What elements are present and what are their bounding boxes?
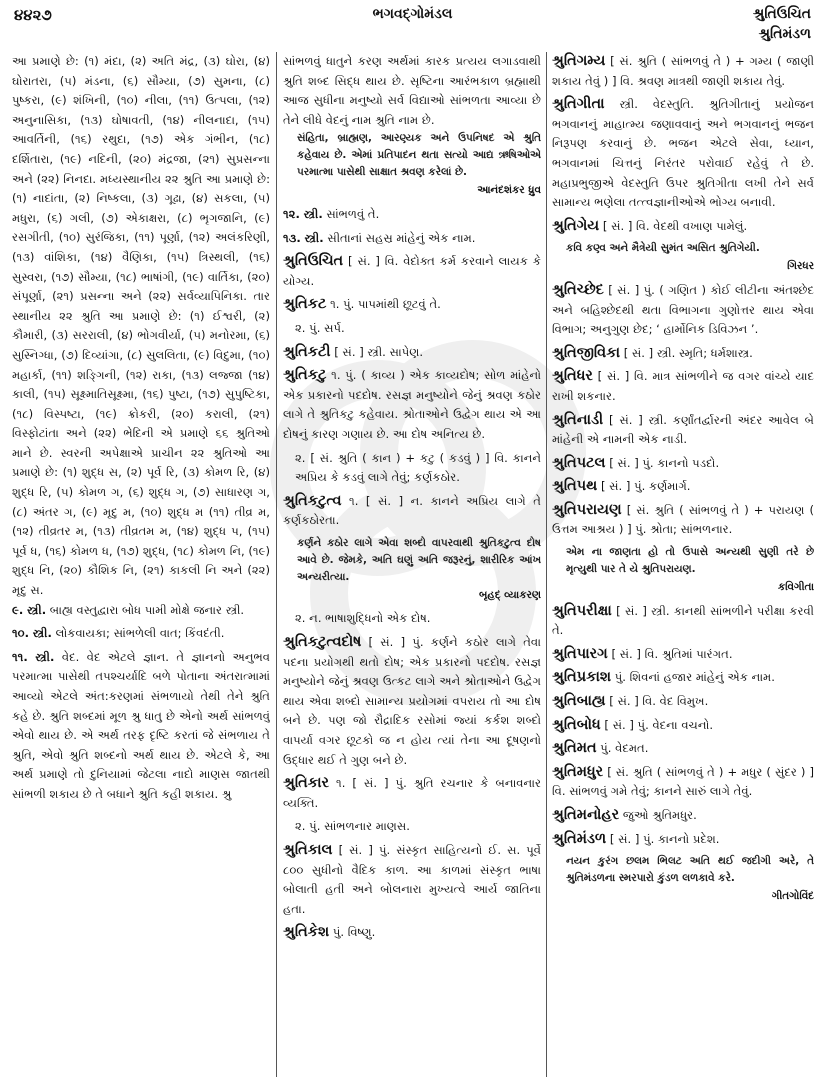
sense-number: ૧૨. xyxy=(283,206,300,221)
definition: [ સં. ] પું. કાનનો પડદો. xyxy=(609,455,720,470)
quotation-source: ગિરધર xyxy=(787,260,814,273)
dictionary-entry xyxy=(552,830,814,850)
dictionary-entry xyxy=(552,344,814,364)
shruti-list-paragraph: આ પ્રમાણે છે: (૧) મંદા, (૨) અતિ મંદ્ર, (૩) ઘોરા, (૪) ઘોરાતરા, (૫) મંડના, (૬) સૌમ્યા, (૭) સુમના, (૮) પુષ્કરા, (૯) શંખિની, (૧૦) નીલા, (૧૧) ઉત્પલા, (૧૨) અનુનાસિકા, (૧૩) ઘોષાવતી, (૧૪) નીલનાદા, (૧૫) આવર્તિની, (૧૬) રથુદા, (૧૭) એક ગંભીન, (૧૮) દર્શિતારા, (૧૯) નદિની, (૨૦) મંદ્રજા, (૨૧) સુપ્રસન્ના અને (૨૨) નિનદા. મધ્યસ્થાનીય ૨૨ શ્રુતિ આ પ્રમાણે છે: (૧) નાદાંતા, (૨) નિષ્કલા, (૩) ગૂઢા, (૪) સકલા, (૫) મધુરા, (૬) ગલી, (૭) એકાક્ષરા, (૮) ભૃગજાનિ, (૯) રસગીતી, (૧૦) સુરંજિકા, (૧૧) પૂર્ણા, (૧૨) અલંકરિણી, (૧૩) વાંશિકા, (૧૪) વૈણિકા, (૧૫) ત્રિસ્થલી, (૧૬) સુસ્વરા, (૧૭) સૌમ્યા, (૧૮) ભાષાંગી, (૧૯) વાર્તિકા, (૨૦) સંપૂર્ણા, (૨૧) પ્રસન્ના અને (૨૨) સર્વવ્યાપિનિકા. તાર સ્થાનીય ૨૨ શ્રુતિ આ પ્રમાણે છે: (૧) ઈશ્વરી, (૨) કૌમારી, (૩) સરરાલી, (૪) ભોગવીર્યા, (૫) મનોરમા, (૬) સુસ્નિગ્ધા, (૭) દિવ્યાંગા, (૮) સુલલિતા, (૯) વિદુમા, (૧૦) મહાર્કા, (૧૧) શઙ્ગિની, (૧૨) રાકા, (૧૩) લજ્જા (૧૪) કાલી, (૧૫) સૂક્ષ્માતિસૂક્ષ્મા, (૧૬) પુષ્ટા, (૧૭) સુપુષ્ટિકા, (૧૮) વિસ્પષ્ટા, (૧૯) ક્રોકરી, (૨૦) કરાલી, (૨૧) વિસ્ફોટાંતા અને (૨૨) ભેદિની એ પ્રમાણે ૬૬ શ્રુતિઓ માને છે. સ્વરની અપેક્ષાએ પ્રાચીન ૨૨ શ્રુતિઓ આ પ્રમાણે છે: (૧) શુદ્ધ સ, (૨) પૂર્વ રિ, (૩) કોમળ રિ, (૪) શુદ્ધ રિ, (૫) કોમળ ગ, (૬) શુદ્ધ ગ, (૭) સાધારણ ગ, (૮) અંતર ગ, (૯) મૃદુ મ, (૧૦) શુદ્ધ મ (૧૧) તીવ્ર મ, (૧૨) તીવ્રતર મ, (૧૩) તીવ્રતમ મ, (૧૪) શુદ્ધ પ, (૧૫) પૂર્વ ધ, (૧૬) કોમળ ધ, (૧૭) શુદ્ધ, (૧૮) કોમળ નિ, (૧૯) શુદ્ધ નિ, (૨૦) કૌશિક નિ, (૨૧) કાકલી નિ અને (૨૨) મૃદુ સ. xyxy=(12,54,270,598)
headword: શ્રુતિમત xyxy=(552,740,597,757)
definition: [ સં. ] સ્ત્રી. સાપેણ. xyxy=(334,344,424,359)
gender-tag: સ્ત્રી. xyxy=(26,602,47,617)
headword: શ્રુતિમનોહર xyxy=(552,807,620,823)
headword: શ્રુતિકટી xyxy=(283,343,331,360)
gender-tag: સ્ત્રી. xyxy=(304,230,324,245)
dictionary-entry xyxy=(552,501,814,540)
headword: શ્રુતિપારગ xyxy=(552,645,608,662)
headword: શ્રુતિકાર xyxy=(283,775,329,792)
dictionary-entry xyxy=(283,633,541,770)
gender-tag: સ્ત્રી. xyxy=(32,626,52,641)
headword: શ્રુતિમધુર xyxy=(552,763,604,780)
definition: [ સં. ] પું. કર્ણને કઠોર લાગે તેવા પદના પ્રયોગથી થતો દોષ; એક પ્રકારનો પદદોષ. રસજ્ઞ મનુષ્યોને જેનું શ્રવણ ઉત્કટ લાગે અને શ્રોતાઓને ઉદ્વેગ થાય એવા શબ્દો સામાન્ય પ્રયોગમાં વપરાય તો આ દોષ બને છે. પણ જો રૌદ્રાદિક રસોમાં જ્યાં કર્કશ શબ્દો વાપર્યા વગર છૂટકો જ ન હોય ત્યાં તેના આ દૂષણનો ઉદ્ધાર થઈ તે ગુણ બને છે. xyxy=(283,635,541,767)
sense-text: સીતાનાં સહસ્ર માંહેનું એક નામ. xyxy=(327,230,476,245)
definition: [ સં. ] વિ. વેદોક્ત કર્મ કરવાને લાયક કે યોગ્ય. xyxy=(283,254,541,288)
book-title: ભગવદ્ગોમંડલ xyxy=(372,6,453,22)
headword: શ્રુતિકટુ xyxy=(283,367,327,384)
definition: [ સં. ] વિ. વેદથી વખાણ પામેલું. xyxy=(602,218,748,233)
column-divider xyxy=(546,52,547,1077)
gender-tag: સ્ત્રી. xyxy=(35,649,55,664)
definition: [ સં. શ્રુતિ ( સાંભળવું તે ) + ગમ્ય ( જાણી શકાય તેવું ) ] વિ. શ્રવણ માત્રથી જાણી શકાય તેવું. xyxy=(552,54,814,88)
dictionary-entry xyxy=(283,492,541,531)
headword: શ્રુતિજીવિકા xyxy=(552,344,621,361)
headword: શ્રુતિપરીક્ષા xyxy=(552,602,612,619)
definition: ૧. [ સં. ] ન. કાનને અપ્રિય લાગે તે કર્ણકઠોરતા. xyxy=(283,493,541,528)
definition: [ સં. ] પું. કર્ણમાર્ગ. xyxy=(600,479,691,494)
dictionary-entry xyxy=(552,739,814,759)
sense-text: સાંભળવું તે. xyxy=(326,206,380,221)
dictionary-entry xyxy=(283,774,541,813)
definition: [ સં. શ્રુતિ ( સાંભળવું તે ) + મધુર ( સુંદર ) ] વિ. સાંભળવું ગમે તેવું; કાનને સારું લાગે તેવું. xyxy=(552,764,814,799)
sense-text: લોકવાયકા; સાંભળેલી વાત; કિંવદંતી. xyxy=(55,626,225,641)
definition: પું. શિવનાં હજાર માંહેનું એક નામ. xyxy=(614,670,775,685)
dictionary-entry xyxy=(552,217,814,237)
page-header xyxy=(0,0,825,50)
dictionary-entry xyxy=(552,95,814,213)
dictionary-entry xyxy=(552,763,814,802)
definition: [ સં. ] પું. ( ગણિત ) કોઈ લીટીના અંતશ્છેદ અને બહિશ્છેદથી થતા વિભાગના ગુણોત્તર થાય એવા વિભાગ; અનુગુણ છેદ; ‘ હાર્મોનિક ડિવિઝન ’. xyxy=(552,282,814,337)
dictionary-entry xyxy=(283,252,541,291)
headword: શ્રુતિગેય xyxy=(552,217,600,234)
headword: શ્રુતિકાલ xyxy=(283,842,333,858)
headword: શ્રુતિઉચિત xyxy=(283,253,344,270)
headword: શ્રુતિબોધ xyxy=(552,716,601,733)
sense-text: વેદ. વેદ એટલે જ્ઞાન. તે જ્ઞાનનો અનુભવ પરમાત્મા પાસેથી તપશ્ચર્યાદિ બળે પોતાના અંતરાત્મામાં આવ્યો એટલે અંત:કરણમાં સંભળાયો તેથી તેને શ્રુતિ કહે છે. શ્રુતિ શબ્દમાં મૂળ શ્રુ ધાતુ છે એનો અર્થ સાંભળવું એવો થાય છે. એ અર્થ તરફ દૃષ્ટિ કરતાં જે સંભળાય તે શ્રુતિ, એવો શ્રુતિ શબ્દનો અર્થ થાય છે. એટલે કે, આ અર્થ પ્રમાણે તો દુનિયામાં જેટલા નાદો માણસ જાતથી સાંભળી શકાય છે તે બધાને શ્રુતિ કહી શકાય. શ્રુ xyxy=(12,649,270,801)
sense-number: ૯. xyxy=(12,602,24,617)
column-2 xyxy=(283,52,541,1079)
quotation: કવિ કણ્વ અને મૈત્રેયી સુમંત અસિત શ્રુતિગેયી. xyxy=(566,242,760,255)
dictionary-entry xyxy=(552,692,814,712)
headword: શ્રુતિગીતા xyxy=(552,96,605,113)
definition: [ સં. ] સ્ત્રી. સ્મૃતિ; ધર્મશાસ્ત્ર. xyxy=(623,345,753,360)
guide-word-first: શ્રુતિઉચિત xyxy=(752,6,811,22)
sense-9 xyxy=(12,601,270,621)
dictionary-entry xyxy=(552,668,814,688)
headword: શ્રુતિકટુત્વદોષ xyxy=(283,634,362,651)
sub-sense: ૨. પું. સર્પ. xyxy=(295,320,345,335)
dictionary-entry xyxy=(283,923,541,943)
headword: શ્રુતિધર xyxy=(552,368,593,385)
definition: ૧. પું. ( કાવ્ય ) એક કાવ્યદોષ; સોળ માંહેનો એક પ્રકારનો પદદોષ. રસજ્ઞ મનુષ્યોને જેનું શ્રવણ કઠોર લાગે તે શ્રુતિકટુ કહેવાય. શ્રોતાઓને ઉદ્વેગ થાય એ આ દોષનું કારણ ગણાય છે. આ દોષ અનિત્ય છે. xyxy=(283,368,541,441)
quotation-source: બૃહદ્ વ્યાકરણ xyxy=(479,588,541,601)
dictionary-entry xyxy=(552,716,814,736)
dictionary-entry xyxy=(552,411,814,450)
definition: પું. વિષ્ણુ. xyxy=(332,925,376,940)
column-divider xyxy=(276,52,277,1077)
headword: શ્રુતિપ્રકાશ xyxy=(552,669,612,686)
headword: શ્રુતિમંડળ xyxy=(552,830,607,847)
quotation-source: કવિગીતા xyxy=(777,581,814,594)
sense-number: ૧૦. xyxy=(12,626,30,641)
guide-word-last: શ્રુતિમંડળ xyxy=(758,26,811,42)
sub-sense: ૨. [ સં. શ્રુતિ ( કાન ) + કટુ ( કડવું ) ] વિ. કાનને અપ્રિય કે કડવું લાગે તેવું; કર્ણકઠોર. xyxy=(295,450,541,485)
headword: શ્રુતિકટ xyxy=(283,296,327,313)
definition: [ સં. ] સ્ત્રી. કાનથી સાંભળીને પરીક્ષા કરવી તે. xyxy=(552,603,814,638)
quotation: એમ ના જાણતા હો તો ઉપાસે અન્યથી સુણી તરે છે મૃત્યુથી પાર તે યે શ્રુતિપરાયણ. xyxy=(566,546,814,576)
dictionary-entry xyxy=(552,645,814,665)
headword: શ્રુતિપરાયણ xyxy=(552,501,622,518)
dictionary-entry xyxy=(283,295,541,315)
guide-words xyxy=(753,4,811,44)
definition: જુઓ શ્રુતિમધુર. xyxy=(622,808,697,822)
sense-number: ૧૩. xyxy=(283,230,301,245)
headword: શ્રુતિકટુત્વ xyxy=(283,492,342,509)
headword: શ્રુતિનાડી xyxy=(552,411,604,428)
headword: શ્રુતિકેશ xyxy=(283,924,330,941)
definition: [ સં. ] વિ. શ્રુતિમાં પારંગત. xyxy=(611,646,733,661)
headword: શ્રુતિચ્છેદ xyxy=(552,281,604,298)
sub-sense: ૨. પું. સાંભળનાર માણસ. xyxy=(295,819,410,834)
definition: [ સં. ] પું. કાનનો પ્રદેશ. xyxy=(609,831,720,846)
dictionary-entry xyxy=(283,366,541,444)
quotation: નયન કુરંગ છલમ ભિલટ અતિ થઈ જદીગી અરે, તે શ્રુતિમંડળના સ્મરપારો કુંડળ લળકાવે કરે. xyxy=(566,855,814,885)
dictionary-entry xyxy=(552,806,814,826)
sense-12 xyxy=(283,205,541,225)
column-1 xyxy=(12,52,270,1079)
sense-10 xyxy=(12,624,270,644)
quotation-source: આનંદશંકર ધ્રુવ xyxy=(477,184,541,197)
definition: [ સં. ] વિ. વેદ વિમુખ. xyxy=(609,694,709,709)
definition: સ્ત્રી. વેદસ્તુતિ. શ્રુતિગીતાનું પ્રયોજન ભગવાનનું માહાત્મ્ય જણાવવાનું અને ભગવાનનું ભજન નિરૂપણ કરવાનું છે. ભજન એટલે સેવા, ધ્યાન, ભગવાનમાં ચિત્તનું નિરંતર પરોવાઈ રહેવું તે છે. મહાપ્રભુજીએ વેદસ્તુતિ ઉપર શ્રુતિગીતા લખી તેને સર્વ સામાન્ય ભણેલા તત્ત્વજ્ઞાનીઓએ ભોગ્ય બનાવી. xyxy=(552,97,814,210)
definition: [ સં. ] પું. વેદના વચનો. xyxy=(604,717,714,732)
dictionary-entry xyxy=(552,477,814,497)
definition: [ સં. શ્રુતિ ( સાંભળવું તે ) + પરાયણ ( ઉત્તમ આશ્રય ) ] પું. શ્રોતા; સાંભળનાર. xyxy=(552,502,814,537)
headword: શ્રુતિપથ xyxy=(552,478,598,495)
dictionary-entry xyxy=(552,602,814,641)
definition: ૧. [ સં. ] પું. શ્રુતિ રચનાર કે બનાવનાર વ્યક્તિ. xyxy=(283,776,541,810)
quotation-source: ગીતગોવિંદ xyxy=(771,890,814,903)
definition: ૧. પું. પાપમાંથી છૂટવું તે. xyxy=(330,297,441,312)
quotation: કર્ણને કઠોર લાગે એવા શબ્દો વાપરવાથી શ્રુતિકટુત્વ દોષ આવે છે. જેમકે, અતિ ઘણું અતિ જરૂરનું, શારીરિક આંખ અન્યરીત્યા. xyxy=(297,536,541,583)
dictionary-entry xyxy=(552,454,814,474)
dictionary-entry xyxy=(552,367,814,406)
definition: પું. વેદમત. xyxy=(600,741,649,756)
dictionary-entry xyxy=(552,52,814,91)
quotation: સંહિતા, બ્રાહ્મણ, આરણ્યક અને ઉપનિષદ એ શ્રુતિ કહેવાય છે. એમાં પ્રતિપાદન થતા સત્યો આદ્ય ઋષિઓએ પરમાત્મા પાસેથી સાક્ષાત શ્રવણ કરેલાં છે. xyxy=(297,132,541,179)
dictionary-entry xyxy=(283,841,541,919)
gender-tag: સ્ત્રી. xyxy=(303,206,323,221)
column-3 xyxy=(552,52,814,1079)
sense-number: ૧૧. xyxy=(12,649,28,664)
sense-11 xyxy=(12,648,270,805)
sub-sense: ૨. ન. ભાષાશુદ્ધિનો એક દોષ. xyxy=(295,611,431,626)
sense-13 xyxy=(283,229,541,249)
dictionary-entry xyxy=(283,343,541,363)
page-number: ૪૪૨૭ xyxy=(14,6,52,24)
definition: [ સં. ] વિ. માત્ર સાંભળીને જ વગર વાંચ્યે યાદ રાખી શકનાર. xyxy=(552,369,814,403)
headword: શ્રુતિગમ્ય xyxy=(552,53,606,69)
definition: [ સં. ] સ્ત્રી. કર્ણાંતર્દ્વારની અંદર આવેલ બે માંહેની એ નામની એક નાડી. xyxy=(552,412,814,447)
headword: શ્રુતિબાહ્ય xyxy=(552,693,606,710)
definition: [ સં. ] પું. સંસ્કૃત સાહિત્યનો ઈ. સ. પૂર્વે ૮૦૦ સુધીનો વૈદિક કાળ. આ કાળમાં સંસ્કૃત ભાષા બોલાતી હતી અને બોલનારા મુખ્યત્વે આર્ય જાતિના હતા. xyxy=(283,843,541,916)
dictionary-entry xyxy=(552,281,814,340)
continuation-text: સાંભળવું ધાતુને કરણ અર્થમાં કારક પ્રત્યય લગાડવાથી શ્રુતિ શબ્દ સિદ્ધ થાય છે. સૃષ્ટિના આરંભકાળ બ્રહ્માથી આજ સુધીના મનુષ્યો સર્વ વિદ્યાઓ સાંભળતા આવ્યા છે તેને લીધે વેદનું નામ શ્રુતિ નામ છે. xyxy=(283,54,541,127)
sense-text: બાહ્ય વસ્તુદ્વારા બોધ પામી મોક્ષે જનાર સ્ત્રી. xyxy=(49,602,245,617)
headword: શ્રુતિપટલ xyxy=(552,454,606,471)
